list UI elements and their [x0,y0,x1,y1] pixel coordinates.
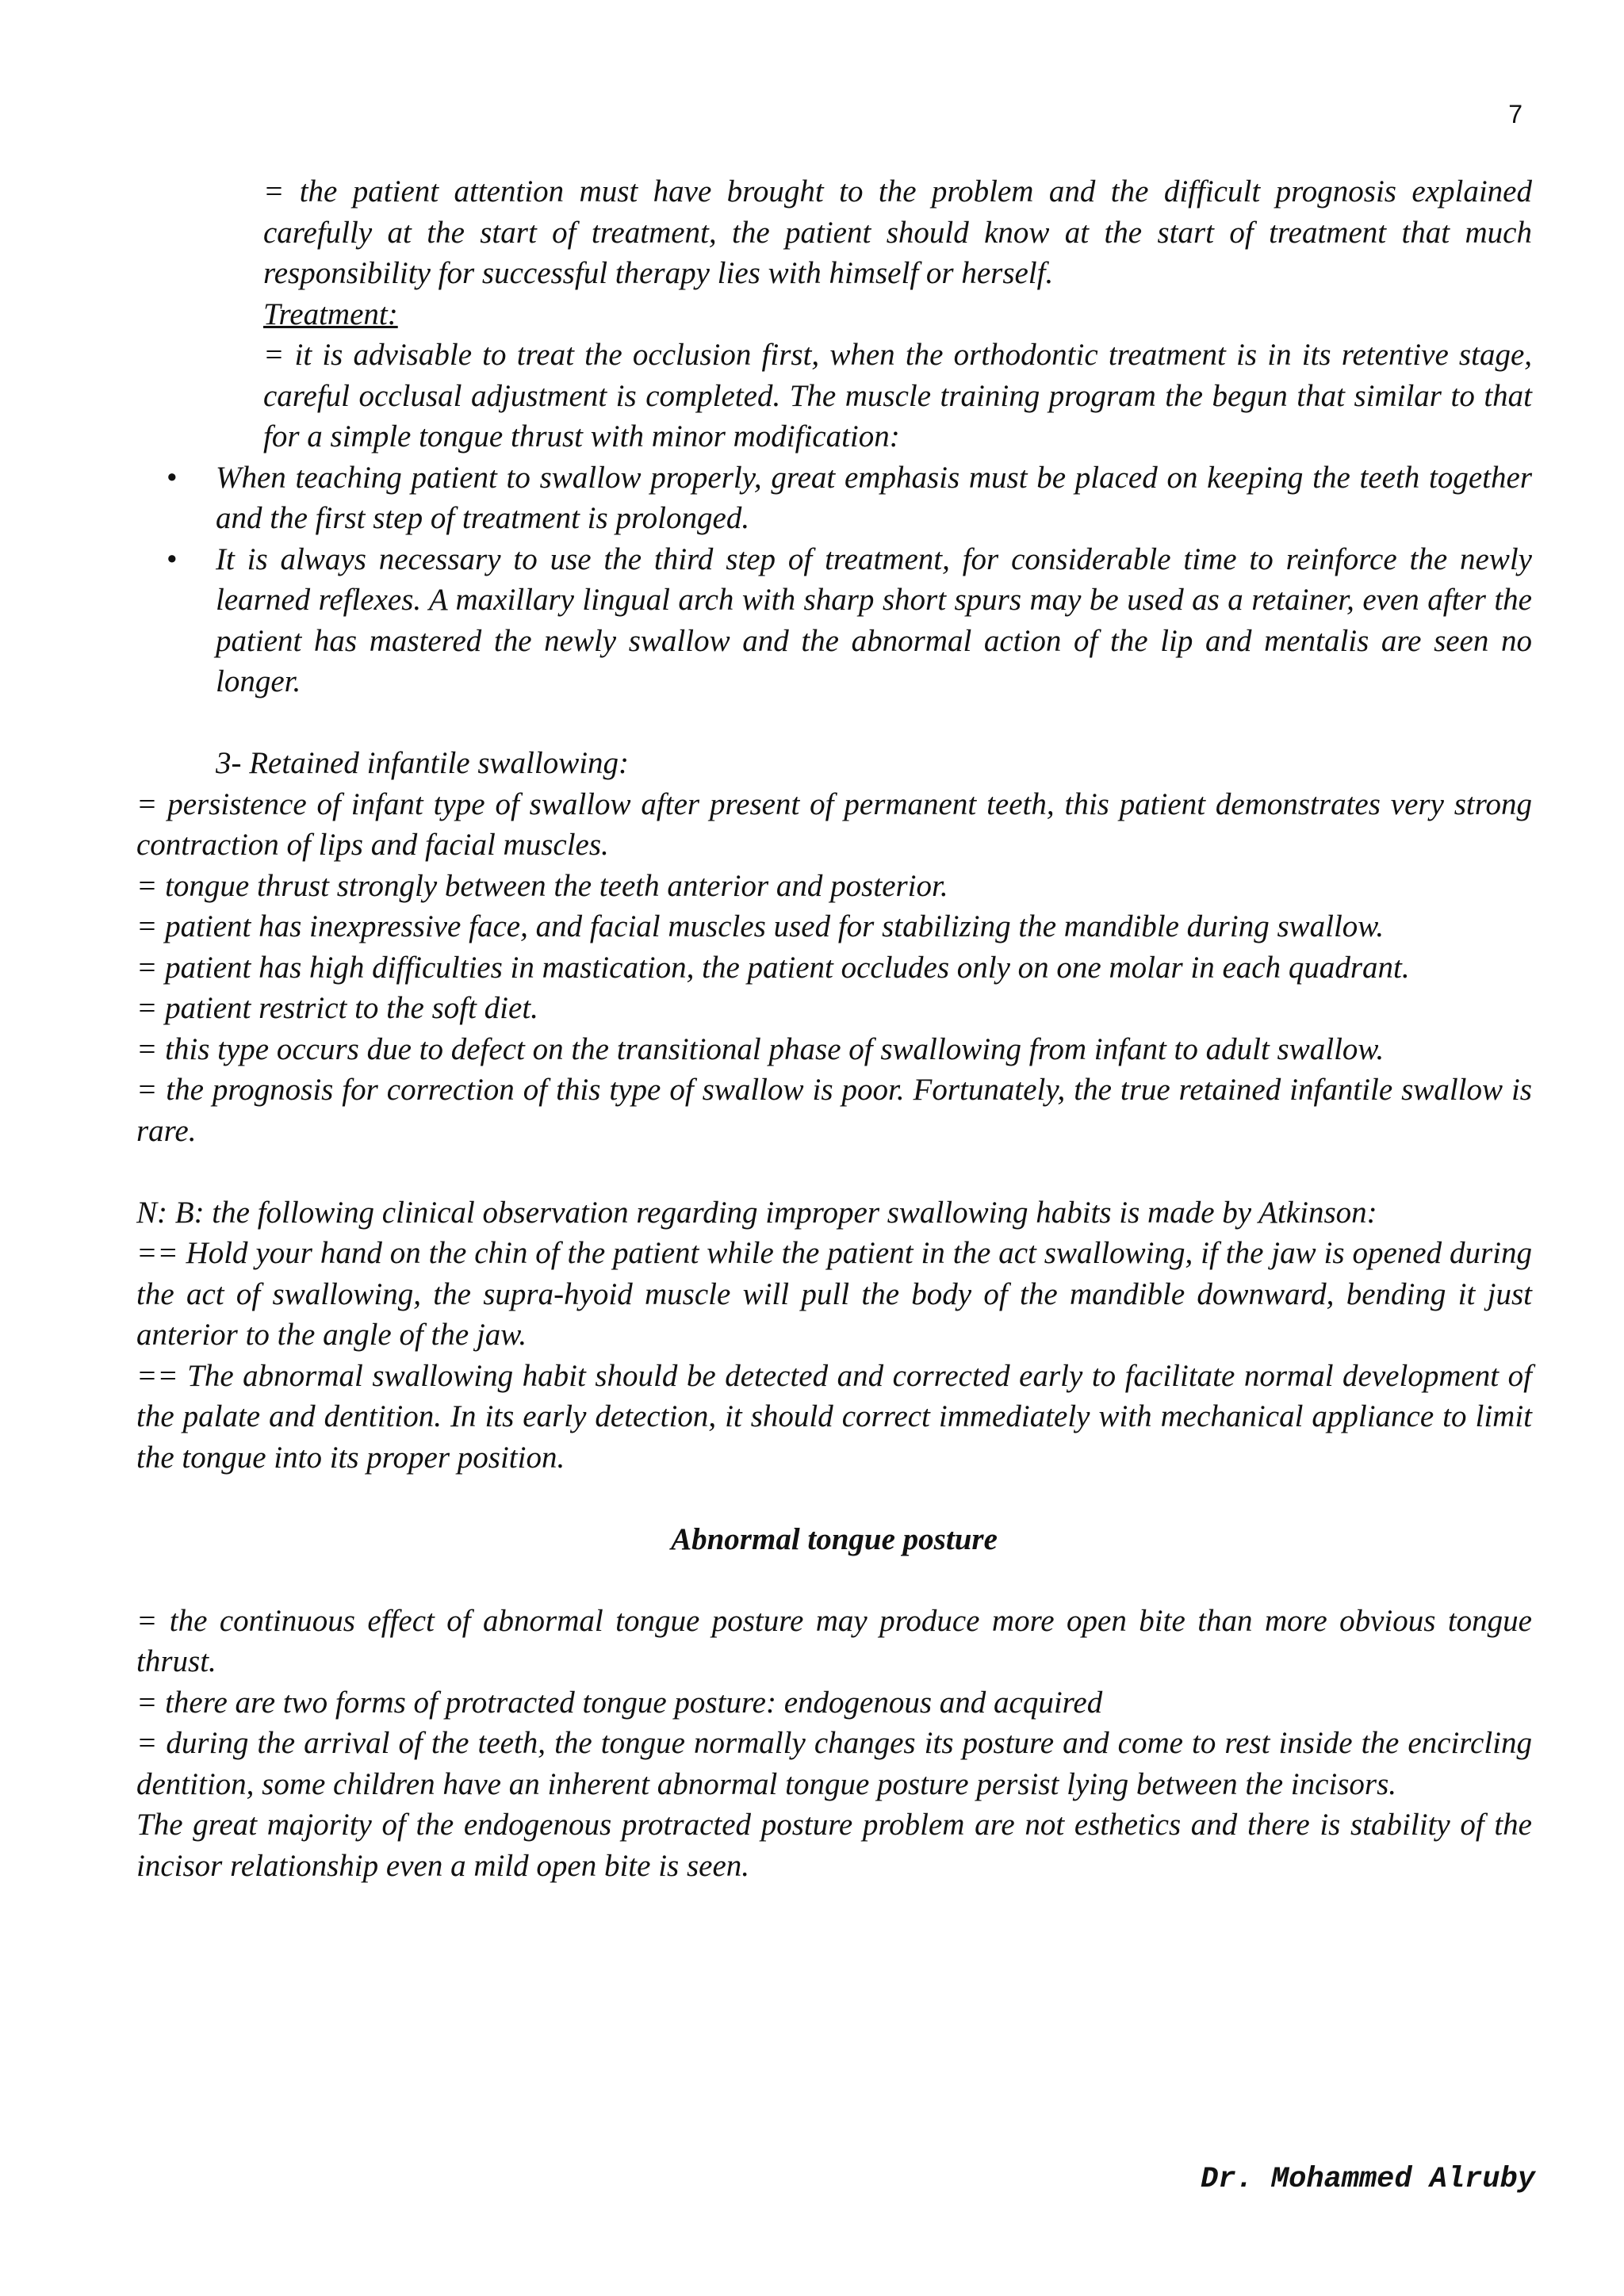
posture-line: = during the arrival of the teeth, the tongue normally changes its posture and come to rest inside the encircling dentition, some children have an inherent abnormal tongue posture persist lying between the incisors. [136,1726,1532,1801]
section-3-line: = patient has high difficulties in mastication, the patient occludes only on one molar in each quadrant. [136,950,1410,985]
section-3-line: = patient restrict to the soft diet. [136,991,538,1025]
bullet-text: When teaching patient to swallow properly, great emphasis must be placed on keeping the teeth together and the first step of treatment is prolonged. [216,460,1532,535]
author-signature: Dr. Mohammed Alruby [1201,2163,1535,2196]
spacer [136,1559,1532,1601]
posture-line: = there are two forms of protracted tongue posture: endogenous and acquired [136,1685,1103,1720]
section-3-line: = persistence of infant type of swallow after present of permanent teeth, this patient demonstrates very strong contraction of lips and facial muscles. [136,786,1532,862]
bullet-icon: • [167,460,178,495]
list-item [136,539,1532,702]
treatment-label: Treatment: [263,297,398,331]
posture-line: = the continuous effect of abnormal tongue posture may produce more open bite than more obvious tongue thrust. [136,1603,1532,1678]
treatment-text: = it is advisable to treat the occlusion first, when the orthodontic treatment is in its retentive stage, careful occlusal adjustment is completed. The muscle training program the begun that similar to that for a simple tongue thrust with minor modification: [263,338,1532,453]
posture-line: The great majority of the endogenous protracted posture problem are not esthetics and there is stability of the incisor relationship even a mild open bite is seen. [136,1808,1532,1883]
nb-line: N: B: the following clinical observation regarding improper swallowing habits is made by Atkinson: [136,1195,1377,1230]
bullet-icon: • [167,541,178,576]
treatment-label-line [263,294,1532,335]
nb-line: == The abnormal swallowing habit should be detected and corrected early to facilitate normal development of the palate and dentition. In its early detection, it should correct immediately with mechanical appliance to limit the tongue into its proper position. [136,1358,1532,1475]
nb-line: == Hold your hand on the chin of the patient while the patient in the act swallowing, if the jaw is opened during the act of swallowing, the supra-hyoid muscle will pull the body of the mandible downward, bending it just anterior to the angle of the jaw. [136,1236,1532,1352]
page-number: 7 [1508,100,1522,128]
section-3-line: = the prognosis for correction of this type of swallow is poor. Fortunately, the true retained infantile swallow is rare. [136,1073,1532,1148]
section-3-line: = patient has inexpressive face, and facial muscles used for stabilizing the mandible during swallow. [136,909,1385,943]
page-content [136,171,1532,1886]
paragraph-patient-attention: = the patient attention must have brought to the problem and the difficult prognosis explained carefully at the start of treatment, the patient should know at the start of treatment that much responsibility for successful therapy lies with himself or herself. [263,174,1532,290]
section-3-line: = this type occurs due to defect on the transitional phase of swallowing from infant to adult swallow. [136,1031,1385,1066]
list-item [136,457,1532,539]
spacer [136,1151,1532,1192]
bullet-text: It is always necessary to use the third step of treatment, for considerable time to reinforce the newly learned reflexes. A maxillary lingual arch with sharp short spurs may be used as a retainer, even after the patient has mastered the newly swallow and the abnormal action of the lip and mentalis are seen no longer. [216,541,1532,698]
spacer [136,1478,1532,1519]
section-3-line: = tongue thrust strongly between the teeth anterior and posterior. [136,868,948,903]
treatment-bullet-list [136,457,1532,702]
section-3-title: 3- Retained infantile swallowing: [216,746,630,780]
spacer [136,702,1532,744]
section-heading-abnormal-tongue-posture: Abnormal tongue posture [671,1521,998,1556]
